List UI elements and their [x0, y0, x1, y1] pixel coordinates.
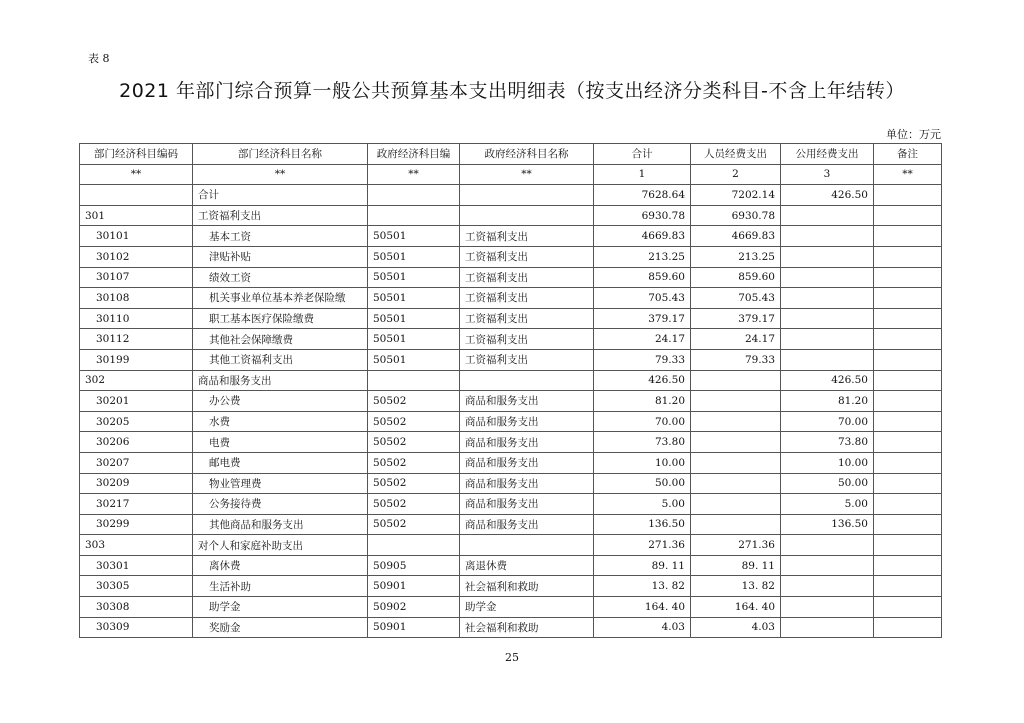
personnel-cell	[691, 370, 781, 391]
personnel-cell	[691, 411, 781, 432]
dept-name-cell: 基本工资	[193, 226, 368, 247]
col-header-public: 公用经费支出	[781, 144, 874, 165]
gov-name-cell: 工资福利支出	[460, 288, 594, 309]
gov-name-cell	[460, 370, 594, 391]
personnel-cell	[691, 432, 781, 453]
gov-name-cell: 商品和服务支出	[460, 432, 594, 453]
gov-name-cell: 工资福利支出	[460, 246, 594, 267]
note-cell	[874, 514, 942, 535]
gov-code-cell	[368, 370, 460, 391]
table-row	[80, 308, 942, 329]
dept-code-cell: 30108	[80, 288, 193, 309]
note-cell	[874, 205, 942, 226]
gov-name-cell	[460, 535, 594, 556]
personnel-cell: 79.33	[691, 349, 781, 370]
public-cell: 426.50	[781, 370, 874, 391]
public-cell: 136.50	[781, 514, 874, 535]
personnel-cell	[691, 391, 781, 412]
gov-name-cell: 工资福利支出	[460, 226, 594, 247]
dept-name-cell: 其他商品和服务支出	[193, 514, 368, 535]
index-cell: **	[193, 164, 368, 185]
personnel-cell: 89. 11	[691, 555, 781, 576]
gov-code-cell: 50501	[368, 288, 460, 309]
header-row	[80, 144, 942, 165]
dept-name-cell: 邮电费	[193, 452, 368, 473]
dept-code-cell: 30107	[80, 267, 193, 288]
gov-code-cell: 50502	[368, 391, 460, 412]
public-cell: 81.20	[781, 391, 874, 412]
personnel-cell	[691, 452, 781, 473]
gov-code-cell: 50501	[368, 349, 460, 370]
dept-code-cell: 30201	[80, 391, 193, 412]
note-cell	[874, 226, 942, 247]
public-cell: 73.80	[781, 432, 874, 453]
col-header-gov-name: 政府经济科目名称	[460, 144, 594, 165]
total-cell: 73.80	[594, 432, 691, 453]
dept-code-cell: 30209	[80, 473, 193, 494]
total-cell: 705.43	[594, 288, 691, 309]
public-cell: 426.50	[781, 185, 874, 206]
public-cell	[781, 267, 874, 288]
public-cell: 10.00	[781, 452, 874, 473]
note-cell	[874, 267, 942, 288]
table-row	[80, 329, 942, 350]
gov-code-cell	[368, 185, 460, 206]
personnel-cell	[691, 494, 781, 515]
gov-code-cell: 50902	[368, 597, 460, 618]
table-row	[80, 452, 942, 473]
dept-code-cell: 30112	[80, 329, 193, 350]
total-cell: 271.36	[594, 535, 691, 556]
personnel-cell: 7202.14	[691, 185, 781, 206]
dept-code-cell: 303	[80, 535, 193, 556]
dept-name-cell: 工资福利支出	[193, 205, 368, 226]
total-cell: 4.03	[594, 617, 691, 638]
dept-name-cell: 水费	[193, 411, 368, 432]
gov-code-cell: 50501	[368, 246, 460, 267]
total-cell: 5.00	[594, 494, 691, 515]
dept-code-cell: 30305	[80, 576, 193, 597]
gov-name-cell: 工资福利支出	[460, 329, 594, 350]
table-row	[80, 288, 942, 309]
personnel-cell: 213.25	[691, 246, 781, 267]
gov-name-cell: 社会福利和救助	[460, 617, 594, 638]
total-cell: 70.00	[594, 411, 691, 432]
gov-name-cell: 离退休费	[460, 555, 594, 576]
personnel-cell: 271.36	[691, 535, 781, 556]
gov-name-cell: 商品和服务支出	[460, 494, 594, 515]
table-row	[80, 226, 942, 247]
table-row	[80, 349, 942, 370]
note-cell	[874, 576, 942, 597]
dept-name-cell: 津贴补贴	[193, 246, 368, 267]
gov-name-cell: 助学金	[460, 597, 594, 618]
note-cell	[874, 370, 942, 391]
public-cell	[781, 329, 874, 350]
gov-code-cell	[368, 535, 460, 556]
personnel-cell	[691, 473, 781, 494]
note-cell	[874, 597, 942, 618]
personnel-cell: 379.17	[691, 308, 781, 329]
gov-name-cell: 商品和服务支出	[460, 452, 594, 473]
index-cell: **	[80, 164, 193, 185]
dept-name-cell: 绩效工资	[193, 267, 368, 288]
public-cell	[781, 226, 874, 247]
gov-code-cell: 50502	[368, 494, 460, 515]
note-cell	[874, 308, 942, 329]
unit-label: 单位：万元	[886, 128, 941, 141]
table-row	[80, 205, 942, 226]
dept-code-cell: 30205	[80, 411, 193, 432]
gov-name-cell: 工资福利支出	[460, 349, 594, 370]
gov-name-cell: 商品和服务支出	[460, 391, 594, 412]
dept-code-cell: 30199	[80, 349, 193, 370]
dept-name-cell: 机关事业单位基本养老保险缴	[193, 288, 368, 309]
public-cell	[781, 576, 874, 597]
gov-name-cell: 商品和服务支出	[460, 514, 594, 535]
total-cell: 4669.83	[594, 226, 691, 247]
dept-code-cell: 301	[80, 205, 193, 226]
total-cell: 79.33	[594, 349, 691, 370]
index-cell: 3	[781, 164, 874, 185]
personnel-cell: 24.17	[691, 329, 781, 350]
note-cell	[874, 617, 942, 638]
gov-code-cell: 50901	[368, 617, 460, 638]
dept-name-cell: 其他社会保障缴费	[193, 329, 368, 350]
total-cell: 50.00	[594, 473, 691, 494]
gov-code-cell: 50502	[368, 432, 460, 453]
total-cell: 13. 82	[594, 576, 691, 597]
dept-name-cell: 办公费	[193, 391, 368, 412]
dept-name-cell: 生活补助	[193, 576, 368, 597]
note-cell	[874, 411, 942, 432]
gov-code-cell: 50502	[368, 411, 460, 432]
table-row	[80, 432, 942, 453]
index-cell: **	[460, 164, 594, 185]
public-cell	[781, 349, 874, 370]
gov-code-cell: 50501	[368, 308, 460, 329]
public-cell	[781, 246, 874, 267]
total-cell: 24.17	[594, 329, 691, 350]
total-cell: 81.20	[594, 391, 691, 412]
total-cell: 859.60	[594, 267, 691, 288]
total-cell: 6930.78	[594, 205, 691, 226]
budget-table	[79, 143, 942, 638]
table-row	[80, 555, 942, 576]
dept-name-cell: 电费	[193, 432, 368, 453]
public-cell: 50.00	[781, 473, 874, 494]
col-header-dept-code: 部门经济科目编码	[80, 144, 193, 165]
gov-code-cell: 50502	[368, 452, 460, 473]
dept-code-cell: 302	[80, 370, 193, 391]
index-cell: 2	[691, 164, 781, 185]
note-cell	[874, 535, 942, 556]
public-cell	[781, 617, 874, 638]
dept-code-cell: 30301	[80, 555, 193, 576]
public-cell	[781, 597, 874, 618]
note-cell	[874, 185, 942, 206]
dept-name-cell: 离休费	[193, 555, 368, 576]
total-cell: 426.50	[594, 370, 691, 391]
table-row	[80, 514, 942, 535]
index-cell: **	[368, 164, 460, 185]
table-row	[80, 473, 942, 494]
gov-name-cell: 社会福利和救助	[460, 576, 594, 597]
note-cell	[874, 555, 942, 576]
dept-name-cell: 职工基本医疗保险缴费	[193, 308, 368, 329]
personnel-cell: 859.60	[691, 267, 781, 288]
table-row	[80, 246, 942, 267]
col-header-note: 备注	[874, 144, 942, 165]
gov-name-cell	[460, 205, 594, 226]
col-header-personnel: 人员经费支出	[691, 144, 781, 165]
note-cell	[874, 349, 942, 370]
gov-name-cell: 工资福利支出	[460, 267, 594, 288]
dept-name-cell: 其他工资福利支出	[193, 349, 368, 370]
col-header-dept-name: 部门经济科目名称	[193, 144, 368, 165]
table-row	[80, 597, 942, 618]
gov-code-cell: 50502	[368, 473, 460, 494]
public-cell: 70.00	[781, 411, 874, 432]
dept-name-cell: 物业管理费	[193, 473, 368, 494]
personnel-cell: 705.43	[691, 288, 781, 309]
dept-code-cell: 30110	[80, 308, 193, 329]
table-number: 表 8	[88, 52, 110, 65]
gov-code-cell: 50501	[368, 267, 460, 288]
gov-name-cell: 商品和服务支出	[460, 473, 594, 494]
index-cell: **	[874, 164, 942, 185]
table-row	[80, 267, 942, 288]
total-cell: 7628.64	[594, 185, 691, 206]
total-cell: 213.25	[594, 246, 691, 267]
dept-name-cell: 公务接待费	[193, 494, 368, 515]
dept-name-cell: 合计	[193, 185, 368, 206]
table-row	[80, 535, 942, 556]
note-cell	[874, 329, 942, 350]
personnel-cell: 4669.83	[691, 226, 781, 247]
gov-code-cell: 50905	[368, 555, 460, 576]
total-cell: 136.50	[594, 514, 691, 535]
dept-name-cell: 对个人和家庭补助支出	[193, 535, 368, 556]
dept-name-cell: 商品和服务支出	[193, 370, 368, 391]
total-cell: 164. 40	[594, 597, 691, 618]
note-cell	[874, 391, 942, 412]
dept-code-cell: 30207	[80, 452, 193, 473]
table-row	[80, 617, 942, 638]
dept-code-cell: 30217	[80, 494, 193, 515]
dept-code-cell: 30206	[80, 432, 193, 453]
table-row	[80, 411, 942, 432]
gov-code-cell	[368, 205, 460, 226]
total-cell: 89. 11	[594, 555, 691, 576]
personnel-cell	[691, 514, 781, 535]
table-row	[80, 494, 942, 515]
table-row	[80, 391, 942, 412]
table-row	[80, 185, 942, 206]
personnel-cell: 6930.78	[691, 205, 781, 226]
total-cell: 10.00	[594, 452, 691, 473]
dept-code-cell	[80, 185, 193, 206]
public-cell	[781, 288, 874, 309]
public-cell	[781, 535, 874, 556]
gov-name-cell	[460, 185, 594, 206]
gov-code-cell: 50901	[368, 576, 460, 597]
personnel-cell: 4.03	[691, 617, 781, 638]
dept-code-cell: 30102	[80, 246, 193, 267]
gov-name-cell: 商品和服务支出	[460, 411, 594, 432]
dept-name-cell: 助学金	[193, 597, 368, 618]
note-cell	[874, 288, 942, 309]
note-cell	[874, 494, 942, 515]
public-cell: 5.00	[781, 494, 874, 515]
dept-code-cell: 30299	[80, 514, 193, 535]
col-header-total: 合计	[594, 144, 691, 165]
note-cell	[874, 432, 942, 453]
gov-code-cell: 50501	[368, 226, 460, 247]
index-cell: 1	[594, 164, 691, 185]
dept-name-cell: 奖励金	[193, 617, 368, 638]
public-cell	[781, 205, 874, 226]
personnel-cell: 13. 82	[691, 576, 781, 597]
index-row	[80, 164, 942, 185]
public-cell	[781, 555, 874, 576]
note-cell	[874, 452, 942, 473]
total-cell: 379.17	[594, 308, 691, 329]
public-cell	[781, 308, 874, 329]
col-header-gov-code: 政府经济科目编	[368, 144, 460, 165]
note-cell	[874, 473, 942, 494]
dept-code-cell: 30101	[80, 226, 193, 247]
page-title: 2021 年部门综合预算一般公共预算基本支出明细表（按支出经济分类科目-不含上年结转）	[119, 80, 905, 102]
personnel-cell: 164. 40	[691, 597, 781, 618]
table-row	[80, 370, 942, 391]
gov-code-cell: 50502	[368, 514, 460, 535]
page-number: 25	[505, 651, 519, 664]
dept-code-cell: 30309	[80, 617, 193, 638]
dept-code-cell: 30308	[80, 597, 193, 618]
gov-name-cell: 工资福利支出	[460, 308, 594, 329]
note-cell	[874, 246, 942, 267]
gov-code-cell: 50501	[368, 329, 460, 350]
table-row	[80, 576, 942, 597]
